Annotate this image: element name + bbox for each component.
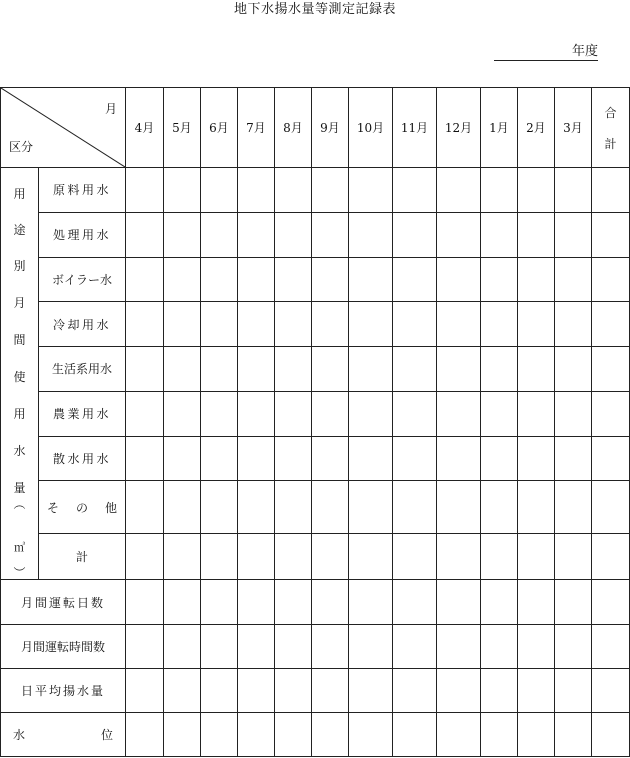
data-cell[interactable]	[126, 713, 164, 757]
data-cell[interactable]	[555, 713, 592, 757]
data-cell[interactable]	[275, 391, 312, 436]
data-cell[interactable]	[164, 391, 201, 436]
data-cell[interactable]	[437, 212, 481, 257]
data-cell[interactable]	[481, 534, 518, 580]
vlabel-char: ︶	[13, 566, 26, 580]
data-cell[interactable]	[393, 481, 437, 534]
data-cell[interactable]	[201, 436, 238, 481]
data-cell[interactable]	[349, 534, 393, 580]
data-cell[interactable]	[275, 713, 312, 757]
data-cell[interactable]	[312, 212, 349, 257]
data-cell[interactable]	[126, 534, 164, 580]
daily-average-label: 日平均揚水量	[1, 669, 126, 713]
data-cell[interactable]	[275, 669, 312, 713]
data-cell[interactable]	[164, 168, 201, 213]
usage-row	[1, 436, 630, 481]
data-cell[interactable]	[481, 436, 518, 481]
data-cell[interactable]	[201, 580, 238, 625]
data-cell[interactable]	[437, 257, 481, 302]
data-cell[interactable]	[275, 436, 312, 481]
data-cell[interactable]	[555, 347, 592, 392]
data-cell[interactable]	[126, 212, 164, 257]
vlabel-char: ㎥	[14, 541, 25, 554]
data-cell[interactable]	[349, 580, 393, 625]
operation-hours-label: 月間運転時間数	[1, 625, 126, 669]
water-level-label	[1, 713, 126, 757]
data-cell[interactable]	[164, 302, 201, 347]
data-cell[interactable]	[238, 625, 275, 669]
data-cell[interactable]	[437, 391, 481, 436]
data-cell[interactable]	[201, 713, 238, 757]
data-cell[interactable]	[481, 481, 518, 534]
usage-row	[1, 257, 630, 302]
data-cell[interactable]	[164, 625, 201, 669]
data-cell[interactable]	[481, 212, 518, 257]
data-cell[interactable]	[275, 534, 312, 580]
vlabel-char: 用	[13, 187, 26, 201]
data-cell[interactable]	[555, 212, 592, 257]
data-cell[interactable]	[164, 212, 201, 257]
data-cell[interactable]	[555, 391, 592, 436]
data-cell[interactable]	[164, 534, 201, 580]
data-cell[interactable]	[518, 713, 555, 757]
data-cell[interactable]	[349, 436, 393, 481]
data-cell[interactable]	[518, 391, 555, 436]
other-char: 他	[104, 500, 117, 515]
total-cell[interactable]	[592, 391, 630, 436]
data-cell[interactable]	[349, 168, 393, 213]
data-cell[interactable]	[238, 436, 275, 481]
data-cell[interactable]	[518, 212, 555, 257]
data-cell[interactable]	[393, 436, 437, 481]
month-header: 1月	[481, 88, 518, 168]
data-cell[interactable]	[312, 168, 349, 213]
data-cell[interactable]	[349, 713, 393, 757]
usage-category: 生活系用水	[39, 347, 126, 392]
data-cell[interactable]	[312, 669, 349, 713]
data-cell[interactable]	[518, 534, 555, 580]
data-cell[interactable]	[349, 212, 393, 257]
data-cell[interactable]	[555, 436, 592, 481]
data-cell[interactable]	[349, 347, 393, 392]
data-cell[interactable]	[518, 625, 555, 669]
data-cell[interactable]	[275, 257, 312, 302]
data-cell[interactable]	[481, 669, 518, 713]
total-cell[interactable]	[592, 625, 630, 669]
operation-days-row	[1, 580, 630, 625]
data-cell[interactable]	[437, 436, 481, 481]
data-cell[interactable]	[555, 302, 592, 347]
data-cell[interactable]	[126, 257, 164, 302]
data-cell[interactable]	[481, 168, 518, 213]
header-row	[1, 88, 630, 168]
data-cell[interactable]	[437, 347, 481, 392]
data-cell[interactable]	[126, 391, 164, 436]
month-header: 5月	[164, 88, 201, 168]
corner-month-label: 月	[104, 102, 117, 116]
data-cell[interactable]	[555, 669, 592, 713]
data-cell[interactable]	[238, 257, 275, 302]
data-cell[interactable]	[164, 257, 201, 302]
data-cell[interactable]	[201, 347, 238, 392]
other-char: そ	[47, 500, 60, 515]
data-cell[interactable]	[164, 347, 201, 392]
data-cell[interactable]	[481, 391, 518, 436]
month-header: 12月	[437, 88, 481, 168]
operation-hours-row	[1, 625, 630, 669]
data-cell[interactable]	[201, 669, 238, 713]
data-cell[interactable]	[126, 436, 164, 481]
data-cell[interactable]	[349, 481, 393, 534]
usage-group-label	[1, 168, 39, 580]
header-corner-cell	[1, 88, 126, 168]
usage-category: 散水用水	[39, 436, 126, 481]
data-cell[interactable]	[238, 168, 275, 213]
data-cell[interactable]	[393, 302, 437, 347]
data-cell[interactable]	[164, 436, 201, 481]
month-header: 6月	[201, 88, 238, 168]
total-cell[interactable]	[592, 481, 630, 534]
data-cell[interactable]	[238, 669, 275, 713]
data-cell[interactable]	[312, 436, 349, 481]
form-title: 地下水揚水量等測定記録表	[233, 2, 396, 17]
total-cell[interactable]	[592, 436, 630, 481]
data-cell[interactable]	[518, 580, 555, 625]
water-level-char: 位	[100, 728, 113, 742]
total-cell[interactable]	[592, 168, 630, 213]
total-cell[interactable]	[592, 580, 630, 625]
data-cell[interactable]	[393, 257, 437, 302]
data-cell[interactable]	[481, 625, 518, 669]
month-header: 3月	[555, 88, 592, 168]
data-cell[interactable]	[201, 481, 238, 534]
data-cell[interactable]	[238, 212, 275, 257]
data-cell[interactable]	[437, 625, 481, 669]
total-cell[interactable]	[592, 347, 630, 392]
data-cell[interactable]	[518, 669, 555, 713]
data-cell[interactable]	[518, 168, 555, 213]
usage-row	[1, 391, 630, 436]
usage-category: 原料用水	[39, 168, 126, 213]
data-cell[interactable]	[393, 534, 437, 580]
data-cell[interactable]	[201, 302, 238, 347]
data-cell[interactable]	[275, 347, 312, 392]
data-cell[interactable]	[126, 347, 164, 392]
vlabel-char: 月	[13, 296, 26, 310]
data-cell[interactable]	[275, 481, 312, 534]
month-header: 4月	[126, 88, 164, 168]
data-cell[interactable]	[126, 481, 164, 534]
data-cell[interactable]	[126, 580, 164, 625]
data-cell[interactable]	[201, 534, 238, 580]
data-cell[interactable]	[481, 347, 518, 392]
data-cell[interactable]	[126, 302, 164, 347]
usage-row	[1, 302, 630, 347]
data-cell[interactable]	[393, 168, 437, 213]
data-cell[interactable]	[437, 302, 481, 347]
data-cell[interactable]	[312, 302, 349, 347]
vlabel-char: 途	[13, 223, 26, 237]
vlabel-char: 別	[13, 259, 26, 273]
data-cell[interactable]	[555, 625, 592, 669]
data-cell[interactable]	[349, 625, 393, 669]
year-field[interactable]	[494, 44, 598, 61]
total-cell[interactable]	[592, 257, 630, 302]
data-cell[interactable]	[201, 391, 238, 436]
vlabel-char: 使	[13, 370, 26, 384]
data-cell[interactable]	[201, 257, 238, 302]
data-cell[interactable]	[393, 391, 437, 436]
data-cell[interactable]	[393, 347, 437, 392]
data-cell[interactable]	[275, 580, 312, 625]
data-cell[interactable]	[393, 713, 437, 757]
vlabel-char: 水	[13, 444, 26, 458]
data-cell[interactable]	[312, 713, 349, 757]
data-cell[interactable]	[481, 580, 518, 625]
data-cell[interactable]	[518, 481, 555, 534]
data-cell[interactable]	[312, 481, 349, 534]
usage-category-other	[39, 481, 126, 534]
data-cell[interactable]	[238, 713, 275, 757]
month-header: 9月	[312, 88, 349, 168]
data-cell[interactable]	[393, 669, 437, 713]
data-cell[interactable]	[481, 257, 518, 302]
data-cell[interactable]	[201, 625, 238, 669]
data-cell[interactable]	[518, 257, 555, 302]
data-cell[interactable]	[518, 302, 555, 347]
data-cell[interactable]	[393, 625, 437, 669]
data-cell[interactable]	[312, 625, 349, 669]
month-header: 11月	[393, 88, 437, 168]
data-cell[interactable]	[555, 580, 592, 625]
data-cell[interactable]	[312, 580, 349, 625]
data-cell[interactable]	[201, 168, 238, 213]
data-cell[interactable]	[312, 347, 349, 392]
data-cell[interactable]	[437, 481, 481, 534]
data-cell[interactable]	[555, 481, 592, 534]
data-cell[interactable]	[164, 669, 201, 713]
data-cell[interactable]	[518, 347, 555, 392]
water-level-char: 水	[13, 728, 26, 742]
data-cell[interactable]	[126, 669, 164, 713]
total-cell[interactable]	[592, 669, 630, 713]
data-cell[interactable]	[555, 168, 592, 213]
total-cell[interactable]	[592, 713, 630, 757]
total-cell[interactable]	[592, 212, 630, 257]
data-cell[interactable]	[238, 580, 275, 625]
usage-row-other	[1, 481, 630, 534]
data-cell[interactable]	[126, 625, 164, 669]
data-cell[interactable]	[437, 669, 481, 713]
data-cell[interactable]	[555, 257, 592, 302]
total-header-char: 計	[604, 136, 617, 151]
data-cell[interactable]	[275, 212, 312, 257]
year-label: 年度	[571, 44, 598, 59]
data-cell[interactable]	[349, 669, 393, 713]
usage-category: 冷却用水	[39, 302, 126, 347]
other-char: の	[75, 500, 88, 515]
vlabel-char: ︵	[13, 497, 26, 511]
corner-kubun-label: 区分	[9, 140, 34, 154]
data-cell[interactable]	[437, 534, 481, 580]
data-cell[interactable]	[437, 580, 481, 625]
data-cell[interactable]	[393, 580, 437, 625]
usage-category: 処理用水	[39, 212, 126, 257]
total-header-char: 合	[604, 105, 617, 120]
data-cell[interactable]	[201, 212, 238, 257]
month-header: 10月	[349, 88, 393, 168]
data-cell[interactable]	[275, 302, 312, 347]
data-cell[interactable]	[481, 713, 518, 757]
data-cell[interactable]	[481, 302, 518, 347]
data-cell[interactable]	[518, 436, 555, 481]
data-cell[interactable]	[164, 713, 201, 757]
data-cell[interactable]	[238, 481, 275, 534]
usage-category: ボイラー水	[39, 257, 126, 302]
data-cell[interactable]	[312, 257, 349, 302]
vlabel-char: 用	[13, 407, 26, 421]
operation-days-label: 月間運転日数	[1, 580, 126, 625]
data-cell[interactable]	[164, 481, 201, 534]
data-cell[interactable]	[555, 534, 592, 580]
data-cell[interactable]	[349, 257, 393, 302]
month-header: 7月	[238, 88, 275, 168]
vlabel-char: 間	[13, 333, 26, 347]
data-cell[interactable]	[275, 168, 312, 213]
usage-subtotal-row	[1, 534, 630, 580]
vlabel-char: 量	[13, 481, 26, 495]
record-table	[0, 87, 630, 757]
usage-row	[1, 168, 630, 213]
data-cell[interactable]	[238, 391, 275, 436]
data-cell[interactable]	[126, 168, 164, 213]
usage-row	[1, 347, 630, 392]
month-header: 8月	[275, 88, 312, 168]
data-cell[interactable]	[164, 580, 201, 625]
data-cell[interactable]	[275, 625, 312, 669]
usage-row	[1, 212, 630, 257]
usage-category: 農業用水	[39, 391, 126, 436]
data-cell[interactable]	[437, 168, 481, 213]
subtotal-label: 計	[39, 534, 126, 580]
total-cell[interactable]	[592, 302, 630, 347]
data-cell[interactable]	[349, 302, 393, 347]
data-cell[interactable]	[312, 391, 349, 436]
water-level-row	[1, 713, 630, 757]
data-cell[interactable]	[238, 347, 275, 392]
data-cell[interactable]	[238, 302, 275, 347]
data-cell[interactable]	[238, 534, 275, 580]
month-header: 2月	[518, 88, 555, 168]
data-cell[interactable]	[349, 391, 393, 436]
data-cell[interactable]	[393, 212, 437, 257]
total-cell[interactable]	[592, 534, 630, 580]
daily-average-row	[1, 669, 630, 713]
data-cell[interactable]	[312, 534, 349, 580]
data-cell[interactable]	[437, 713, 481, 757]
total-header	[592, 88, 630, 168]
